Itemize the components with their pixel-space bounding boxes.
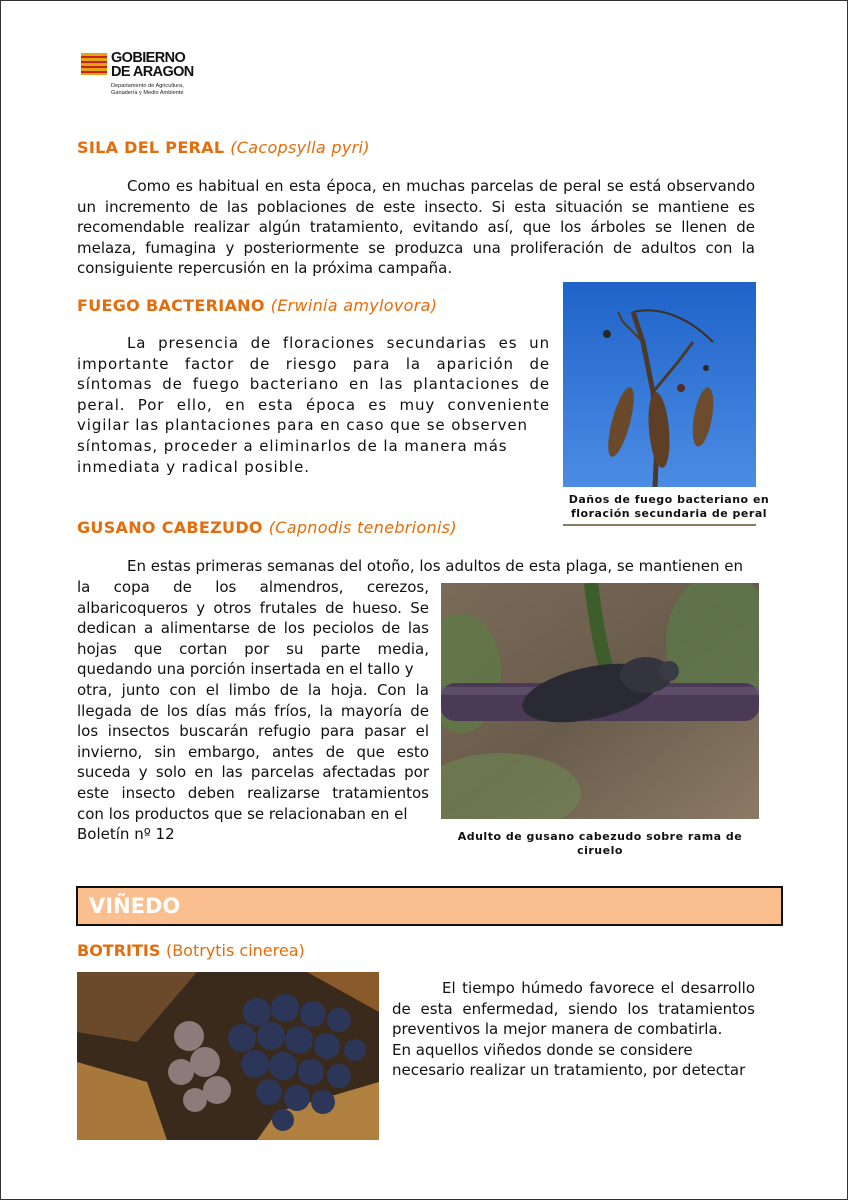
vinedo-section-title: VIÑEDO	[89, 894, 181, 918]
aragon-flag-icon	[81, 53, 107, 75]
gusano-first-line: En estas primeras semanas del otoño, los adultos de esta plaga, se mantienen en	[127, 557, 743, 575]
photo-divider	[563, 524, 756, 526]
fuego-caption: Daños de fuego bacteriano en floración secundaria de peral	[568, 493, 770, 520]
sila-paragraph: Como es habitual en esta época, en muchas parcelas de peral se está observando un incremento de las poblaciones de este insecto. Si esta situación se mantiene es recomendable realizar algún tratamiento, evitando así, que los árboles se llenen de melaza, fumagina y posteriormente se produzca una proliferación de adultos con la consiguiente repercusión en la próxima campaña.	[77, 177, 755, 278]
botritis-heading: BOTRITIS (Botrytis cinerea)	[77, 941, 305, 960]
pear-branch-image	[563, 282, 756, 487]
fuego-bacteriano-photo	[563, 282, 756, 487]
gusano-heading: GUSANO CABEZUDO (Capnodis tenebrionis)	[77, 518, 457, 537]
fuego-paragraph: La presencia de floraciones secundarias es un importante factor de riesgo para la aparición de síntomas de fuego bacteriano en las plantaciones de peral. Por ello, en esta época es muy conveniente vigilar las plantaciones para en caso que se observen síntomas, proceder a eliminarlos de la manera más inmediata y radical posible.	[77, 334, 550, 476]
botritis-photo	[77, 972, 379, 1140]
logo-title: GOBIERNO DE ARAGON	[111, 50, 194, 80]
fuego-heading: FUEGO BACTERIANO (Erwinia amylovora)	[77, 296, 438, 315]
gusano-cabezudo-photo	[441, 583, 759, 819]
vinedo-section-bar	[76, 886, 783, 926]
grape-cluster-image	[77, 972, 379, 1140]
sila-heading: SILA DEL PERAL (Cacopsylla pyri)	[77, 138, 370, 157]
beetle-on-branch-image	[441, 583, 759, 819]
gusano-paragraph: la copa de los almendros, cerezos, albaricoqueros y otros frutales de hueso. Se dedican a alimentarse de los peciolos de las hojas que cortan por su parte media, quedando una porción insertada en el tallo y otra, junto con el limbo de la hoja. Con la llegada de los días más fríos, la mayoría de los insectos buscarán refugio para pasar el invierno, sin embargo, antes de que esto suceda y solo en las parcelas afectadas por este insecto deben realizarse tratamientos con los productos que se relacionaban en el Boletín nº 12	[77, 578, 429, 844]
gobierno-aragon-logo	[78, 46, 220, 106]
gusano-caption: Adulto de gusano cabezudo sobre rama de ciruelo	[457, 830, 743, 857]
logo-subtitle: Departamento de Agricultura, Ganadería y Medio Ambiente	[111, 83, 184, 96]
botritis-paragraph: El tiempo húmedo favorece el desarrollo de esta enfermedad, siendo los tratamientos preventivos la mejor manera de combatirla. En aquellos viñedos donde se considere necesario realizar un tratamiento, por detectar	[392, 979, 755, 1080]
